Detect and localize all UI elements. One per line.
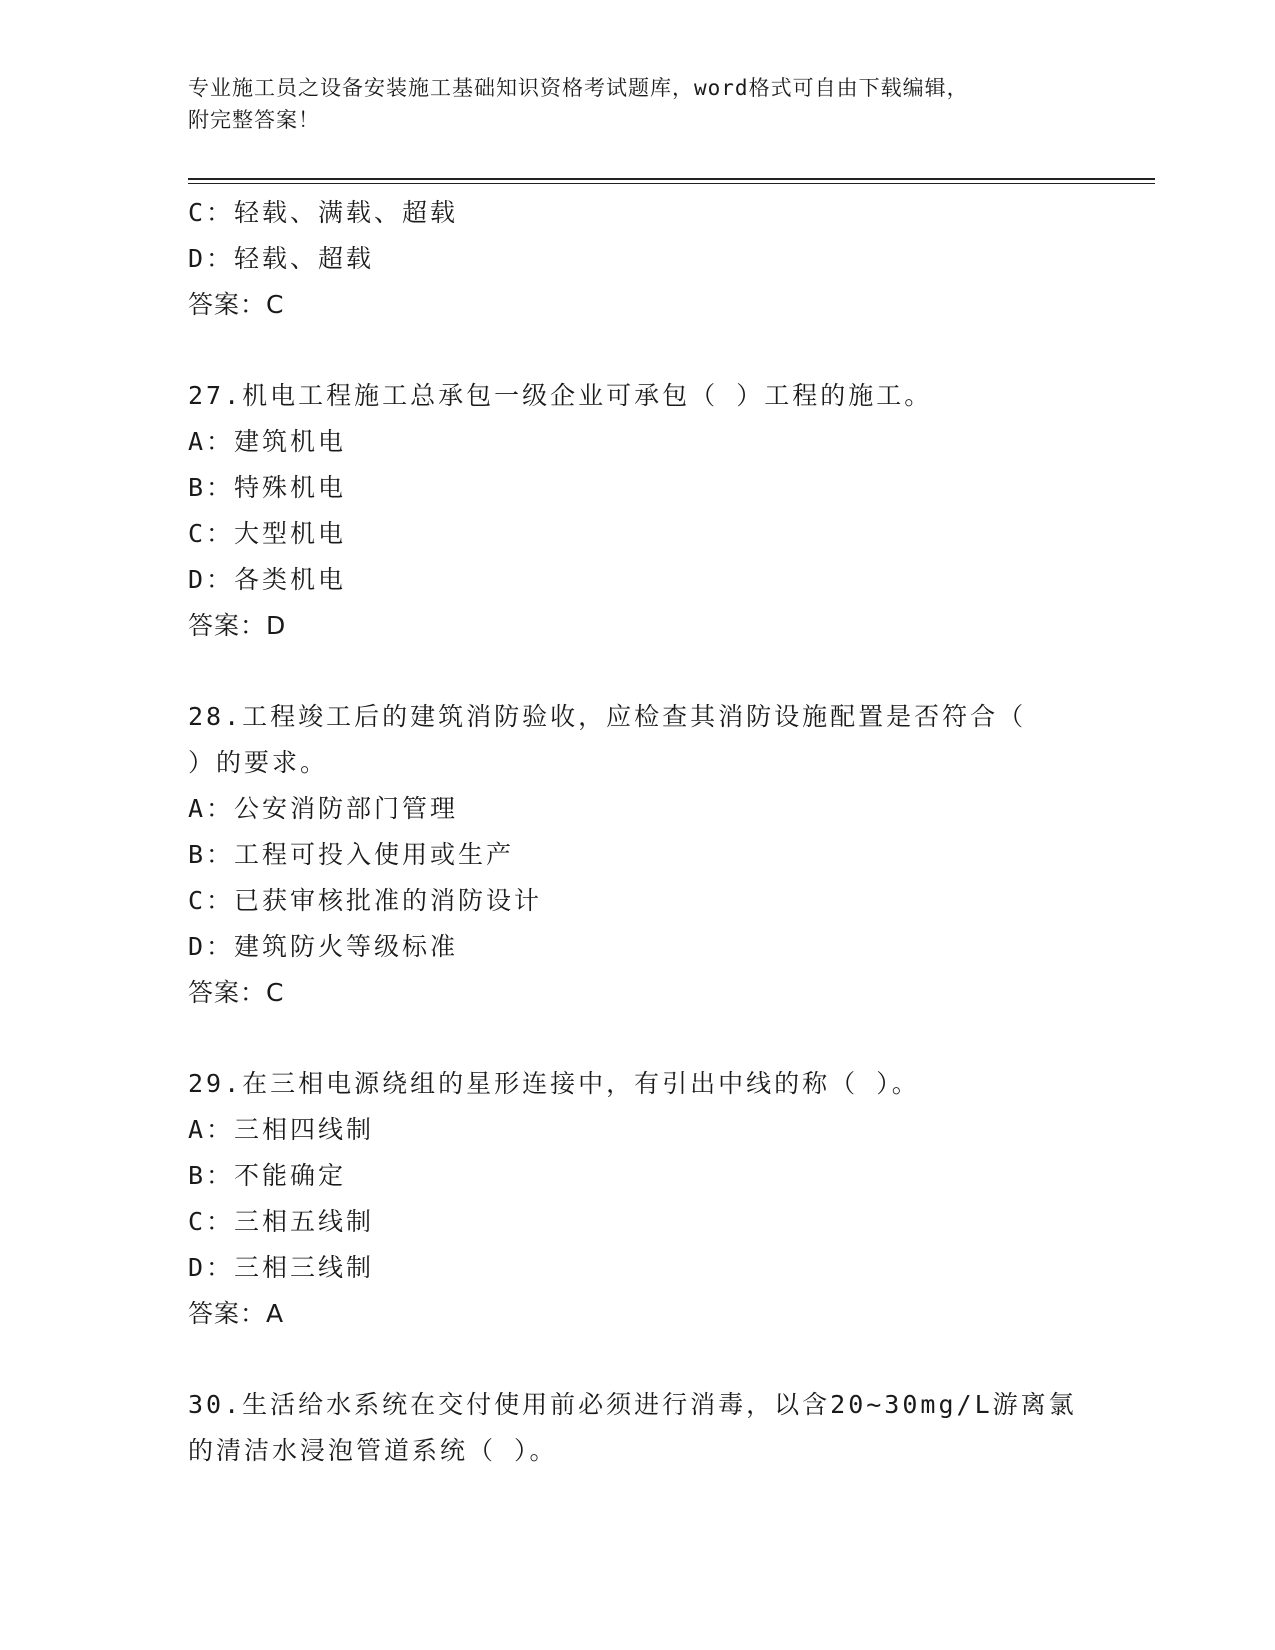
option-d: D：各类机电: [188, 565, 347, 594]
question-stem-continued: ）的要求。: [188, 748, 329, 777]
spacer: [188, 649, 1088, 694]
question-29: [188, 1061, 1088, 1337]
answer-line: 答案：A: [188, 1299, 285, 1328]
question-30: [188, 1382, 1088, 1474]
answer-line: 答案：D: [188, 611, 287, 640]
answer-line: 答案：C: [188, 978, 285, 1007]
option-c: C：已获审核批准的消防设计: [188, 886, 543, 915]
option-b: B：不能确定: [188, 1161, 347, 1190]
question-list: [188, 190, 1088, 1474]
header-line-2: 附完整答案！: [188, 108, 320, 132]
question-stem: 30.生活给水系统在交付使用前必须进行消毒，以含20~30mg/L游离氯: [188, 1390, 1077, 1419]
header-divider-thin: [188, 183, 1155, 184]
header-divider-thick: [188, 178, 1155, 180]
option-a: A：公安消防部门管理: [188, 794, 459, 823]
option-c: C：轻载、满载、超载: [188, 198, 459, 227]
spacer: [188, 1337, 1088, 1382]
question-stem: 28.工程竣工后的建筑消防验收，应检查其消防设施配置是否符合（: [188, 702, 1027, 731]
option-c: C：三相五线制: [188, 1207, 375, 1236]
option-b: B：工程可投入使用或生产: [188, 840, 515, 869]
option-d: D：三相三线制: [188, 1253, 375, 1282]
spacer: [188, 1016, 1088, 1061]
option-d: D：建筑防火等级标准: [188, 932, 459, 961]
question-28: [188, 694, 1088, 1016]
option-d: D：轻载、超载: [188, 244, 375, 273]
option-c: C：大型机电: [188, 519, 347, 548]
question-stem: 29.在三相电源绕组的星形连接中，有引出中线的称（ ）。: [188, 1069, 920, 1098]
question-stem-continued: 的清洁水浸泡管道系统（ ）。: [188, 1436, 558, 1465]
option-a: A：建筑机电: [188, 427, 347, 456]
option-b: B：特殊机电: [188, 473, 347, 502]
answer-line: 答案：C: [188, 290, 285, 319]
option-a: A：三相四线制: [188, 1115, 375, 1144]
document-header: [188, 72, 1088, 136]
question-26-tail: [188, 190, 1088, 328]
spacer: [188, 328, 1088, 373]
question-stem: 27.机电工程施工总承包一级企业可承包（ ）工程的施工。: [188, 381, 933, 410]
header-line-1: 专业施工员之设备安装施工基础知识资格考试题库，word格式可自由下载编辑，: [188, 76, 969, 100]
question-27: [188, 373, 1088, 649]
